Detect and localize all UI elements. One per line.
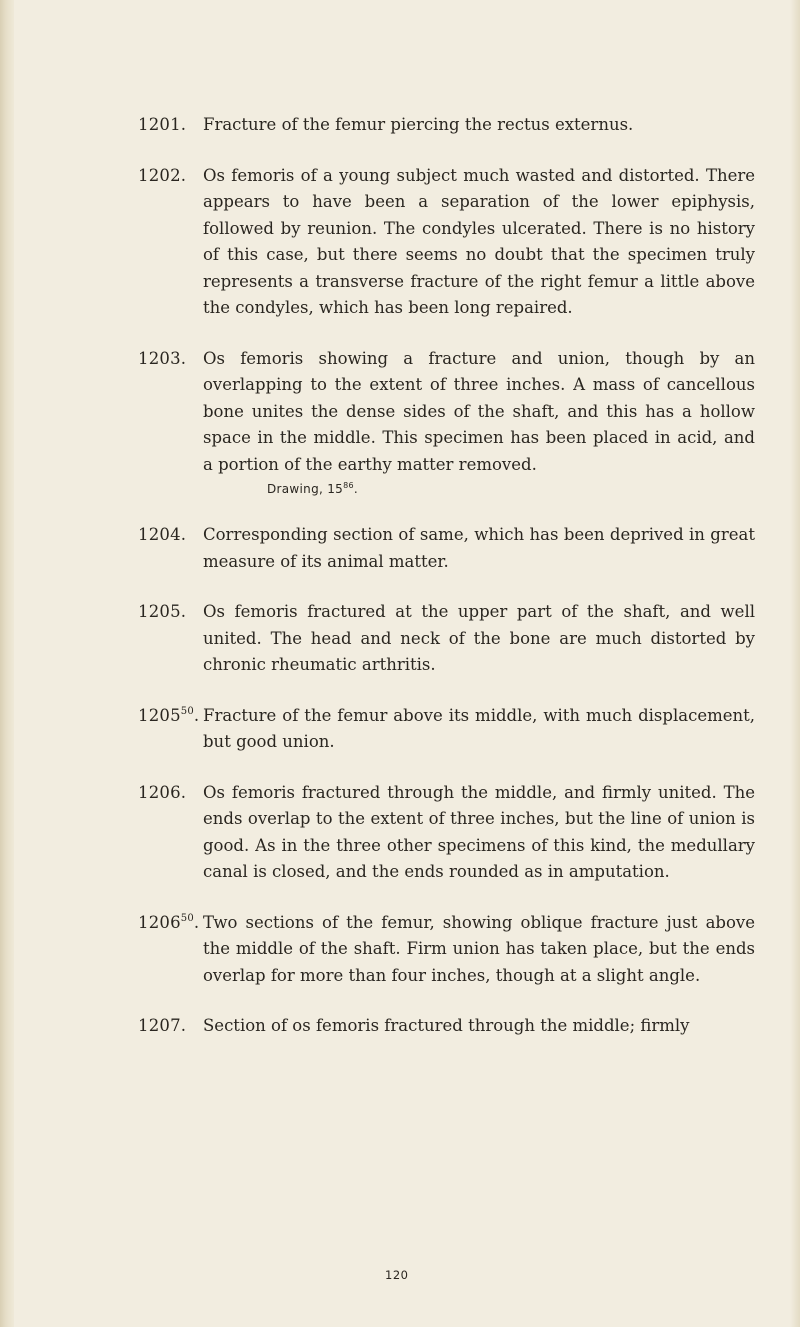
entry-description: Section of os femoris fractured through the middle; firmly [203,1016,690,1035]
entry-number: 1201. [138,115,187,134]
entry-number: 1205. [138,602,187,621]
catalogue-entry [0,522,800,575]
entry-description: Fracture of the femur piercing the rectus externus. [203,115,634,134]
entry-number: 1204. [138,525,187,544]
catalogue-entry [0,780,800,886]
entry-description: Os femoris fractured through the middle, and firmly united. The ends overlap to the extent of three inches, but the line of union is good. As in the three other specimens of this kind, the medullary canal is closed, and the ends rounded as in amputation. [203,782,755,881]
catalogue-entry [0,703,800,756]
catalogue-entry [0,163,800,322]
entry-number: 1203. [138,348,187,368]
entry-number: 1207. [138,1016,187,1035]
entry-description: Two sections of the femur, showing oblique fracture just above the middle of the shaft. Firm union has taken place, but the ends overlap for more than four inches, though at a slight angle. [203,912,755,985]
catalogue-entry [0,910,800,990]
entry-description: Fracture of the femur above its middle, with much displacement, but good union. [203,705,755,751]
entry-description: Os femoris showing a fracture and union, though by an overlapping to the extent of three inches. A mass of cancellous bone unites the dense sides of the shaft, and this has a hollow space in the middle. This specimen has been placed in acid, and a portion of the earthy matter removed. [203,348,755,474]
page-number: 120 [385,1268,409,1282]
catalogue-entries [0,112,800,1064]
catalogue-entry [0,346,800,499]
catalogue-entry [0,112,800,139]
entry-description: Os femoris fractured at the upper part of the shaft, and well united. The head and neck of the bone are much distorted by chronic rheumatic arthritis. [203,602,755,674]
entry-number: 1205$^{50}$. [138,705,200,725]
entry-number: 1206$^{50}$. [138,912,200,932]
entry-number: 1206. [138,782,187,802]
drawing-reference: Drawing, $15^{86}$. [267,481,359,496]
catalogue-entry [0,599,800,679]
catalogue-entry [0,1013,800,1040]
entry-description: Os femoris of a young subject much wasted and distorted. There appears to have been a separation of the lower epiphysis, followed by reunion. The condyles ulcerated. There is no history of this case, but there seems no doubt that the specimen truly represents a transverse fracture of the right femur a little above the condyles, which has been long repaired. [203,165,755,317]
entry-description: Corresponding section of same, which has been deprived in great measure of its animal matter. [203,525,755,571]
entry-number: 1202. [138,165,187,185]
